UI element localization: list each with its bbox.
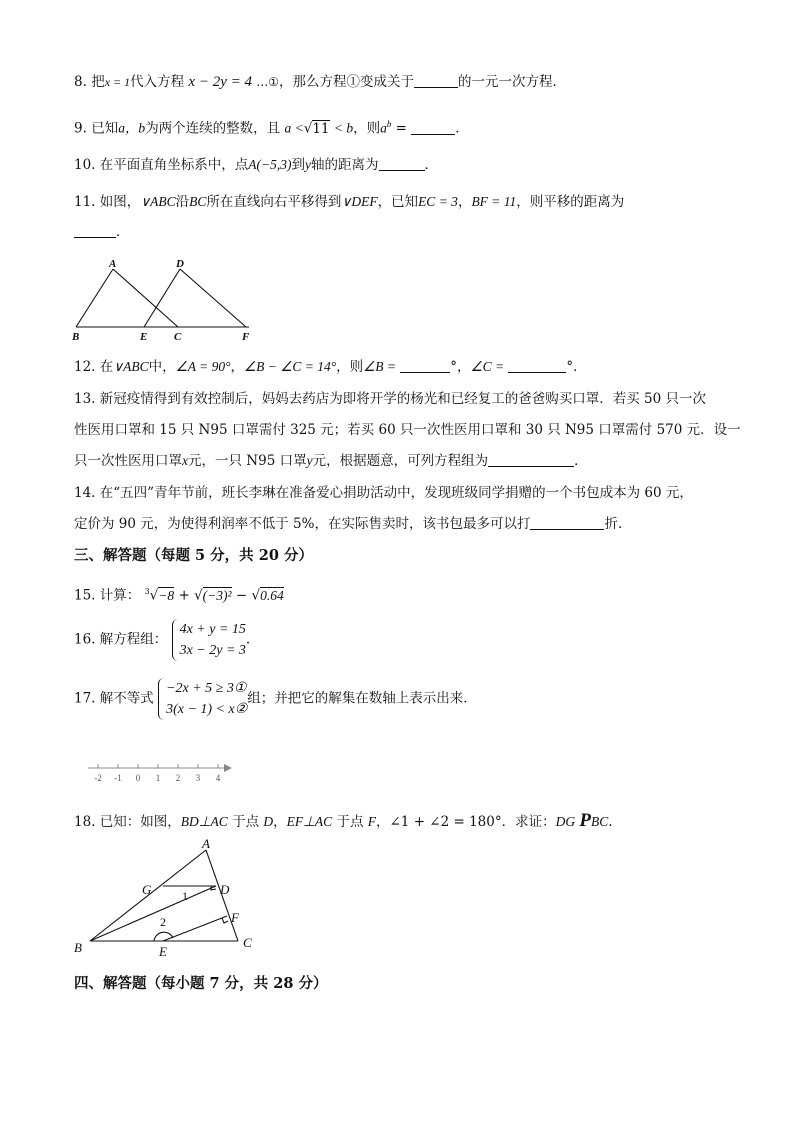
q12-separator: ， bbox=[457, 359, 471, 375]
q11-separator: ， bbox=[457, 194, 472, 210]
q12-text: 在 bbox=[99, 359, 114, 375]
q11-bf: BF = 11 bbox=[471, 194, 517, 209]
q9-number: 9. bbox=[74, 120, 87, 137]
segment-de bbox=[144, 269, 180, 327]
q8-number: 8. bbox=[74, 74, 87, 90]
q11-text: 如图， bbox=[99, 194, 141, 210]
sqrt-icon: √ bbox=[251, 587, 261, 604]
q13-end: ． bbox=[574, 453, 588, 469]
question-15 bbox=[74, 582, 284, 606]
q8-text: ，那么方程①变成关于 bbox=[279, 74, 415, 90]
q18-end: . bbox=[608, 814, 613, 830]
q8-text: 代入方程 bbox=[130, 74, 185, 90]
q8-substitution: x = 1 bbox=[104, 75, 131, 89]
q11-text: ，已知 bbox=[377, 194, 419, 210]
q12-condition: ∠A = 90° bbox=[175, 359, 231, 374]
q9-radicand: 11 bbox=[312, 120, 330, 137]
q15-plus: + bbox=[178, 587, 190, 604]
segment-df bbox=[180, 269, 246, 327]
q8-text: 把 bbox=[91, 74, 105, 90]
question-17 bbox=[74, 678, 477, 720]
q11-text: ，则平移的距离为 bbox=[516, 194, 625, 210]
q9-power-exponent: b bbox=[386, 119, 392, 129]
q18-perpendicular-bd: BD⊥AC bbox=[180, 814, 228, 829]
q12-triangle: ∨ABC bbox=[113, 359, 149, 374]
label-e: E bbox=[159, 944, 167, 959]
question-10 bbox=[74, 155, 438, 175]
label-a: A bbox=[109, 258, 117, 270]
q9-inequality: a < bbox=[284, 120, 304, 136]
q11-segment: BC bbox=[189, 194, 207, 209]
number-line-tick-label: 0 bbox=[135, 773, 141, 783]
q18-angle-condition: ∠1 + ∠2 = 180° bbox=[389, 814, 502, 830]
q11-triangle-def: ∨DEF bbox=[341, 194, 378, 209]
q13-answer-blank[interactable] bbox=[488, 452, 574, 467]
angle-label-2: 2 bbox=[160, 915, 166, 929]
question-9 bbox=[74, 114, 469, 139]
number-line-tick-label: 2 bbox=[175, 773, 181, 783]
right-angle-mark-f bbox=[222, 918, 228, 923]
q11-end: ． bbox=[116, 224, 130, 240]
q9-text: 已知 bbox=[91, 120, 119, 137]
q18-segment-dg: DG bbox=[555, 814, 576, 829]
number-line-tick-label: -2 bbox=[94, 773, 102, 783]
question-13-line3 bbox=[74, 451, 588, 471]
question-11-line2 bbox=[74, 222, 130, 242]
label-f: F bbox=[231, 910, 239, 925]
sqrt-icon: √ bbox=[194, 587, 203, 604]
q15-number: 15. bbox=[74, 587, 96, 604]
q18-separator: ， bbox=[273, 814, 287, 830]
question-14-line1: 14. 在“五四”青年节前，班长李琳在准备爱心捐助活动中，发现班级同学捐赠的一个书包成本为 60 元， bbox=[74, 485, 693, 501]
q12-text: 中， bbox=[148, 359, 176, 375]
q14-answer-blank[interactable] bbox=[530, 515, 604, 530]
q9-power-base: a bbox=[380, 120, 387, 136]
q11-ec: EC = 3 bbox=[418, 194, 458, 209]
q12-end: ． bbox=[573, 359, 587, 375]
q11-number: 11. bbox=[74, 194, 96, 210]
q15-cube-index: 3 bbox=[144, 587, 150, 596]
q17-text: 解不等式 bbox=[99, 690, 154, 707]
q12-angle-c: ∠C = bbox=[470, 359, 505, 374]
q13-y: y bbox=[306, 453, 313, 468]
q12-angle-b-blank[interactable] bbox=[400, 358, 450, 373]
brace-icon bbox=[158, 678, 165, 720]
brace-icon bbox=[172, 619, 179, 661]
q18-figure bbox=[70, 838, 270, 964]
label-f: F bbox=[242, 331, 250, 343]
angle-label-1: 1 bbox=[182, 889, 188, 903]
q11-text: 沿 bbox=[175, 194, 190, 210]
q16-text: 解方程组： bbox=[99, 631, 168, 648]
label-a: A bbox=[202, 838, 210, 851]
q16-system bbox=[172, 619, 246, 661]
q9-equals: = bbox=[395, 120, 407, 137]
q16-equation-2: 3x − 2y = 3 bbox=[179, 643, 246, 658]
q12-condition: ∠B − ∠C = 14° bbox=[244, 359, 337, 374]
q11-answer-blank[interactable] bbox=[74, 223, 116, 238]
label-d: D bbox=[176, 258, 184, 270]
q12-degree: ° bbox=[450, 359, 458, 375]
q18-separator: ， bbox=[376, 814, 390, 830]
number-line bbox=[84, 760, 244, 786]
q9-text: ，则 bbox=[353, 120, 381, 137]
q17-number: 17. bbox=[74, 690, 96, 707]
label-c: C bbox=[174, 331, 182, 343]
q17-system bbox=[158, 678, 247, 720]
q8-tag: …① bbox=[256, 75, 280, 89]
number-line-tick-label: 3 bbox=[195, 773, 201, 783]
question-18 bbox=[74, 811, 613, 832]
segment-ac bbox=[113, 269, 178, 327]
q14-text: 折． bbox=[604, 516, 632, 532]
sqrt-icon: √ bbox=[149, 587, 159, 604]
q13-text: 只一次性医用口罩 bbox=[74, 453, 182, 469]
q12-angle-b: ∠B = bbox=[363, 359, 396, 374]
question-16 bbox=[74, 619, 250, 661]
q18-number: 18. bbox=[74, 814, 96, 830]
q12-text: ，则 bbox=[336, 359, 364, 375]
angle-arc-2 bbox=[154, 932, 173, 941]
q18-perpendicular-ef: EF⊥AC bbox=[286, 814, 333, 829]
q15-radicand-3: 0.64 bbox=[260, 587, 284, 603]
q12-angle-c-blank[interactable] bbox=[508, 358, 566, 373]
q15-text: 计算： bbox=[99, 587, 141, 604]
label-d: D bbox=[220, 882, 230, 897]
q15-radicand-2: (−3)² bbox=[202, 587, 232, 603]
number-line-tick-label: 1 bbox=[155, 773, 161, 783]
q18-text: 于点 bbox=[336, 814, 364, 830]
q15-minus: − bbox=[235, 587, 248, 604]
label-c: C bbox=[243, 935, 252, 950]
q8-equation: x − 2y = 4 bbox=[188, 74, 252, 90]
q10-point: A(−5,3) bbox=[248, 157, 292, 172]
q17-text: 组；并把它的解集在数轴上表示出来． bbox=[247, 690, 477, 707]
q13-text: 元，一只 N95 口罩 bbox=[188, 453, 307, 469]
q16-number: 16. bbox=[74, 631, 96, 648]
q18-text: ．求证： bbox=[501, 814, 556, 830]
q12-number: 12. bbox=[74, 359, 96, 375]
q9-answer-blank[interactable] bbox=[411, 120, 455, 135]
q13-x: x bbox=[182, 453, 188, 468]
q9-variables: a，b bbox=[118, 120, 146, 136]
q18-parallel-symbol: P bbox=[579, 810, 592, 831]
label-b: B bbox=[74, 940, 82, 955]
q10-number: 10. bbox=[74, 157, 96, 173]
q9-text: 为两个连续的整数，且 bbox=[145, 120, 281, 137]
question-8 bbox=[74, 72, 566, 92]
q10-text: 到 bbox=[291, 157, 306, 173]
q10-text: 在平面直角坐标系中，点 bbox=[99, 157, 249, 173]
q10-text: 轴的距离为 bbox=[311, 157, 379, 173]
q18-segment-bc: BC bbox=[591, 814, 609, 829]
q8-answer-blank[interactable] bbox=[414, 73, 458, 88]
q12-degree: ° bbox=[566, 359, 574, 375]
question-13-line1: 13. 新冠疫情得到有效控制后，妈妈去药店为即将开学的杨光和已经复工的爸爸购买口罩．若买 50 只一次 bbox=[74, 391, 707, 407]
q9-end: ． bbox=[455, 120, 469, 137]
sqrt-icon: √ bbox=[303, 120, 313, 137]
question-12 bbox=[74, 357, 587, 377]
arrow-right-icon bbox=[224, 764, 232, 772]
q10-axis: y bbox=[305, 157, 312, 172]
q10-answer-blank[interactable] bbox=[379, 156, 425, 171]
q18-point-f: F bbox=[367, 814, 376, 829]
label-e: E bbox=[140, 331, 148, 343]
q12-separator: ， bbox=[230, 359, 245, 375]
question-11 bbox=[74, 192, 624, 212]
q16-equation-1: 4x + y = 15 bbox=[179, 622, 246, 637]
label-b: B bbox=[72, 331, 80, 343]
label-g: G bbox=[142, 882, 152, 897]
q11-translation-figure bbox=[66, 254, 266, 346]
q17-inequality-2: 3(x − 1) < x② bbox=[166, 702, 248, 717]
q13-text: 元，根据题意，可列方程组为 bbox=[312, 453, 489, 469]
segment-ab bbox=[76, 269, 113, 327]
q16-end: . bbox=[245, 631, 251, 648]
q10-end: ． bbox=[424, 157, 439, 173]
q14-text: 定价为 90 元，为使得利润率不低于 5%，在实际售卖时，该书包最多可以打 bbox=[74, 516, 531, 532]
section-4-heading: 四、解答题（每小题 7 分，共 28 分） bbox=[74, 975, 328, 992]
q18-text: 已知：如图， bbox=[99, 814, 181, 830]
q11-triangle-abc: ∨ABC bbox=[140, 194, 176, 209]
q11-text: 所在直线向右平移得到 bbox=[206, 194, 342, 210]
question-14-line2 bbox=[74, 514, 631, 534]
q17-inequality-1: −2x + 5 ≥ 3① bbox=[166, 681, 247, 696]
number-line-tick-label: -1 bbox=[114, 773, 122, 783]
segment-bd bbox=[90, 886, 216, 941]
number-line-tick-label: 4 bbox=[215, 773, 221, 783]
q15-cube-radicand: −8 bbox=[158, 587, 175, 603]
q18-text: 于点 bbox=[232, 814, 260, 830]
question-13-line2: 性医用口罩和 15 只 N95 口罩需付 325 元；若买 60 只一次性医用口罩和 30 只 N95 口罩需付 570 元．设一 bbox=[74, 422, 741, 438]
q18-point-d: D bbox=[263, 814, 274, 829]
section-3-heading: 三、解答题（每题 5 分，共 20 分） bbox=[74, 547, 313, 564]
q8-text: 的一元一次方程． bbox=[458, 74, 567, 90]
q9-inequality: < b bbox=[333, 120, 354, 136]
